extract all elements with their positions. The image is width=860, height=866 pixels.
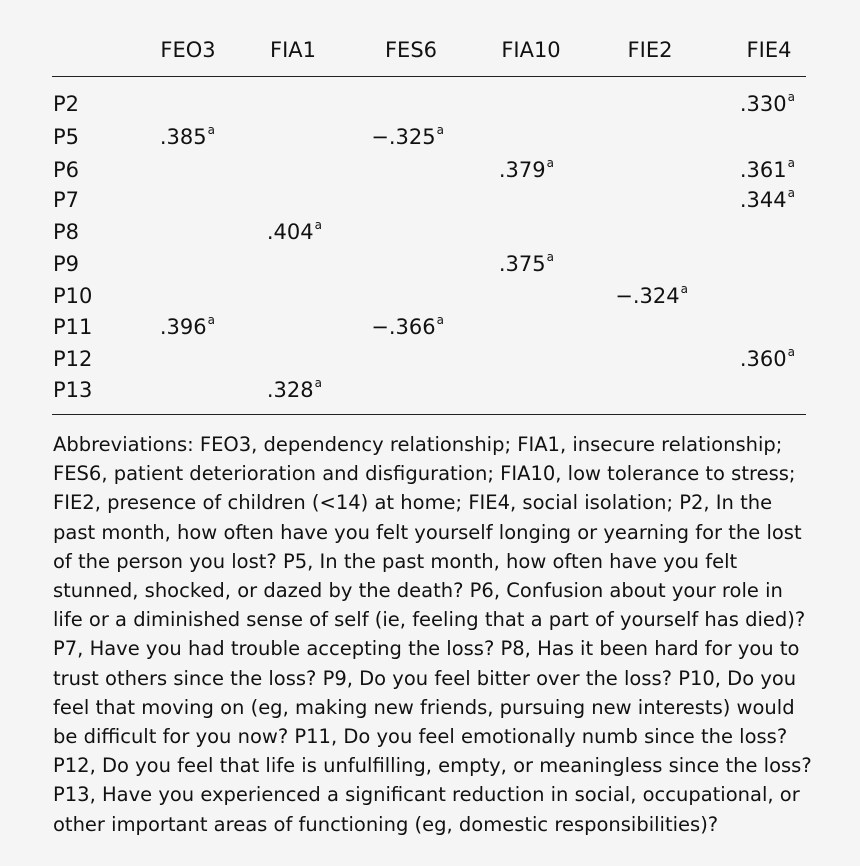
top-rule [52,76,806,77]
table-cell: .361$^a$ [739,156,795,182]
row-label: P12 [53,347,93,371]
table-cell: −.325$^a$ [371,123,444,149]
row-label: P9 [53,252,80,276]
column-header: FIA1 [270,38,316,62]
table-cell: .396$^a$ [159,313,215,339]
significance-marker: a [314,218,322,232]
column-header: FIA10 [501,38,561,62]
table-cell: .385$^a$ [159,123,215,149]
table-cell: .344$^a$ [739,186,795,212]
column-header: FIE4 [746,38,792,62]
column-header: FEO3 [160,38,216,62]
row-label: P10 [53,284,93,308]
column-header: FES6 [384,38,438,62]
row-label: P11 [53,315,93,339]
significance-marker: a [314,376,322,390]
bottom-rule [52,414,806,415]
significance-marker: a [787,156,795,170]
row-label: P7 [53,188,80,212]
table-cell: .375$^a$ [498,250,554,276]
significance-marker: a [787,90,795,104]
table-cell: .360$^a$ [739,345,795,371]
row-label: P13 [53,378,93,402]
row-label: P6 [53,158,80,182]
significance-marker: a [207,313,215,327]
row-label: P5 [53,125,80,149]
table-footnote: Abbreviations: FEO3, dependency relationship; FIA1, insecure relationship; FES6, patient deterioration and disfiguration; FIA10, low tolerance to stress; FIE2, presence of children (<14) at home; FIE4, social isolation; P2, In the past month, how often have you felt yourself longing or yearning for the lost of the person you lost? P5, In the past month, how often have you felt stunned, shocked, or dazed by the death? P6, Confusion about your role in life or a diminished sense of self (ie, feeling that a part of yourself has died)? P7, Have you had trouble accepting the loss? P8, Has it been hard for you to trust others since the loss? P9, Do you feel bitter over the loss? P10, Do you feel that moving on (eg, making new friends, pursuing new interests) would be difficult for you now? P11, Do you feel emotionally numb since the loss? P12, Do you feel that life is unfulfilling, empty, or meaningless since the loss? P13, Have you experienced a significant reduction in social, occupational, or other important areas of functioning (eg, domestic responsibilities)? [53,433,812,836]
table-cell: .379$^a$ [498,156,554,182]
significance-marker: a [546,250,554,264]
significance-marker: a [207,123,215,137]
significance-marker: a [436,313,444,327]
column-header: FIE2 [627,38,673,62]
significance-marker: a [546,156,554,170]
significance-marker: a [436,123,444,137]
table-cell: .330$^a$ [739,90,795,116]
significance-marker: a [787,345,795,359]
significance-marker: a [787,186,795,200]
table-cell: −.324$^a$ [615,282,688,308]
table-cell: .404$^a$ [266,218,322,244]
table-cell: −.366$^a$ [371,313,444,339]
row-label: P8 [53,220,80,244]
significance-marker: a [680,282,688,296]
row-label: P2 [53,92,80,116]
table-cell: .328$^a$ [266,376,322,402]
